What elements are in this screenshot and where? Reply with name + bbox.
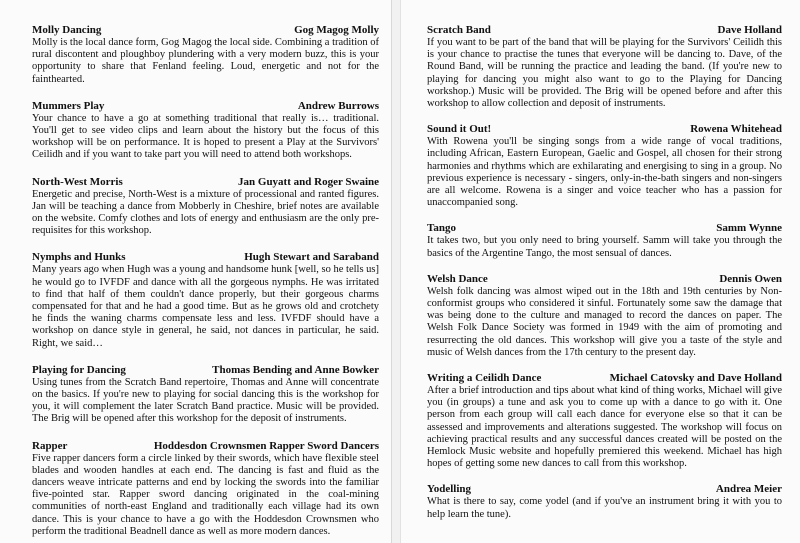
workshop-header (427, 483, 782, 496)
workshop-entry (427, 483, 782, 520)
workshop-entry (32, 364, 379, 426)
right-page (400, 0, 800, 543)
workshop-description: If you want to be part of the band that will be playing for the Survivors' Ceilidh this is your chance to practise the tunes that everyone will be dancing to. Dave, of the Round Band, will be running the practice and leading the band. (If you're new to playing for dancing you might also want to go to the Playing for Dancing workshop.) Music will be provided. The Brig will be opened before and after this workshop to allow collection and deposit of instruments. (427, 37, 782, 110)
workshop-tutor: Jan Guyatt and Roger Swaine (238, 175, 379, 188)
workshop-header (427, 123, 782, 136)
workshop-title: Sound it Out! (427, 123, 492, 136)
workshop-tutor: Michael Catovsky and Dave Holland (609, 372, 782, 385)
workshop-tutor: Andrew Burrows (297, 99, 379, 112)
workshop-header (32, 100, 379, 113)
workshop-tutor: Hoddesdon Crownsmen Rapper Sword Dancers (153, 439, 379, 452)
workshop-title: Nymphs and Hunks (32, 251, 126, 264)
workshop-title: Writing a Ceilidh Dance (427, 372, 542, 385)
workshop-tutor: Thomas Bending and Anne Bowker (212, 363, 379, 376)
workshop-entry (427, 24, 782, 110)
workshop-title: Mummers Play (32, 99, 105, 112)
workshop-description: Energetic and precise, North-West is a mixture of processional and ranted figures. Jan will be teaching a dance from Mobberly in Cheshire, brief notes are available on the website. Comfy clothes and lots of energy and enthusiasm are the only pre-requisites for this workshop. (32, 188, 379, 237)
workshop-entry (427, 273, 782, 359)
workshop-tutor: Dave Holland (717, 24, 782, 36)
workshop-description: Welsh folk dancing was almost wiped out in the 18th and 19th centuries by Non-conformist groups who considered it sinful. Fortunately some saw the damage that was being done to the culture and managed to record the dances on paper. The Welsh Folk Dance Society was formed in 1949 with the aim of promoting and resurrecting the old dances. This workshop will give you a taste of the style and music of Welsh dances from the 17th century to the present day. (427, 285, 782, 358)
page-gutter (392, 0, 400, 543)
workshop-header (427, 222, 782, 235)
workshop-description: Molly is the local dance form, Gog Magog the local side. Combining a tradition of rural discontent and ploughboy plundering with a very modern buzz, this is your opportunity to share that Fenland feeling. Loud, energetic and not for the fainthearted. (32, 37, 380, 85)
workshop-entry (32, 24, 379, 86)
workshop-description: After a brief introduction and tips about what kind of thing works, Michael will give you (in groups) a tune and ask you to come up with a dance to go with it. One person from each group will call each dance for everyone else so that it can be assessed and improvements and alterations suggested. The workshop will focus on achieving practical results and any successful dances created will be posted on the Hemlock Music website and hopefully premiered this weekend. Michael has high hopes of getting some new dances to call from this workshop. (427, 385, 782, 470)
workshop-title: Yodelling (427, 483, 472, 496)
workshop-description: Five rapper dancers form a circle linked by their swords, which have flexible steel blades and wooden handles at each end. The dancing is fast and fluid as the dancers weave intricate patterns and end by locking the swords into the familiar five-pointed star. Rapper sword dancing originated in the coal-mining communities of north-east England and traditionally each village had its own dance. This is your chance to have a go with the Hoddesdon Crownsmen who perform the traditional Beadnell dance as well as more modern dances. (32, 452, 379, 537)
workshop-header (427, 273, 782, 286)
workshop-description: Many years ago when Hugh was a young and handsome hunk [well, so he tells us] he would go to IVFDF and dance with all the gorgeous nymphs. He was irritated to find that half of them couldn't dance properly, but their gorgeous charms compensated for that and he had a good time. But as he grows old and crotchety he finds the waning charms compensate less and less. IVFDF should have a workshop on dance style in general, he said, not dances in particular, he said. Right, we said… (32, 264, 380, 349)
workshop-description: It takes two, but you only need to bring yourself. Samm will take you through the basics of the Argentine Tango, the most sensual of dances. (427, 235, 782, 259)
workshop-tutor: Hugh Stewart and Saraband (244, 251, 379, 264)
workshop-tutor: Dennis Owen (719, 272, 782, 285)
workshop-header (32, 176, 379, 189)
workshop-tutor: Rowena Whitehead (690, 123, 782, 136)
workshop-title: Welsh Dance (427, 272, 488, 285)
workshop-entry (427, 372, 782, 470)
workshop-tutor: Samm Wynne (716, 222, 782, 235)
workshop-description: Your chance to have a go at something traditional that really is… traditional. You'll get to see video clips and learn about the history but the focus of this workshop will be on performance. It is hoped to present a Play at the Survivors' Ceilidh and if you want to take part you will need to attend both workshops. (32, 112, 379, 161)
workshop-entry (427, 222, 782, 259)
workshop-header (32, 24, 379, 37)
workshop-header (427, 372, 782, 385)
workshop-description: Using tunes from the Scratch Band repertoire, Thomas and Anne will concentrate on the basics. If you're new to playing for social dancing this is the workshop for you, it will complement the later Scratch Band practice. Music will be provided. The Brig will be opened after this workshop for the deposit of instruments. (32, 376, 379, 425)
workshop-header (32, 364, 379, 377)
workshop-header (32, 440, 379, 453)
workshop-title: North-West Morris (32, 175, 123, 188)
workshop-title: Molly Dancing (32, 24, 102, 36)
workshop-entry (427, 123, 782, 209)
left-page (0, 0, 392, 543)
workshop-entry (32, 176, 379, 238)
workshop-title: Tango (427, 222, 456, 235)
workshop-tutor: Andrea Meier (715, 483, 782, 496)
workshop-entry (32, 251, 379, 349)
workshop-tutor: Gog Magog Molly (294, 24, 379, 36)
workshop-title: Playing for Dancing (32, 363, 126, 376)
workshop-title: Rapper (32, 439, 68, 452)
workshop-entry (32, 100, 379, 162)
workshop-header (427, 24, 782, 37)
workshop-title: Scratch Band (427, 24, 491, 36)
workshop-description: What is there to say, come yodel (and if you've an instrument bring it with you to help learn the tune). (427, 496, 782, 520)
workshop-header (32, 251, 379, 264)
workshop-entry (32, 440, 379, 538)
workshop-description: With Rowena you'll be singing songs from a wide range of vocal traditions, including African, Eastern European, Gaelic and Gospel, all chosen for their strong harmonies and rhythms which are exhilarating and energising to sing in a group. No previous experience is necessary - singers, only-in-the-bath singers and non-singers are all welcome. Rowena is a singer and voice teacher who has a passion for unaccompanied song. (427, 136, 782, 209)
